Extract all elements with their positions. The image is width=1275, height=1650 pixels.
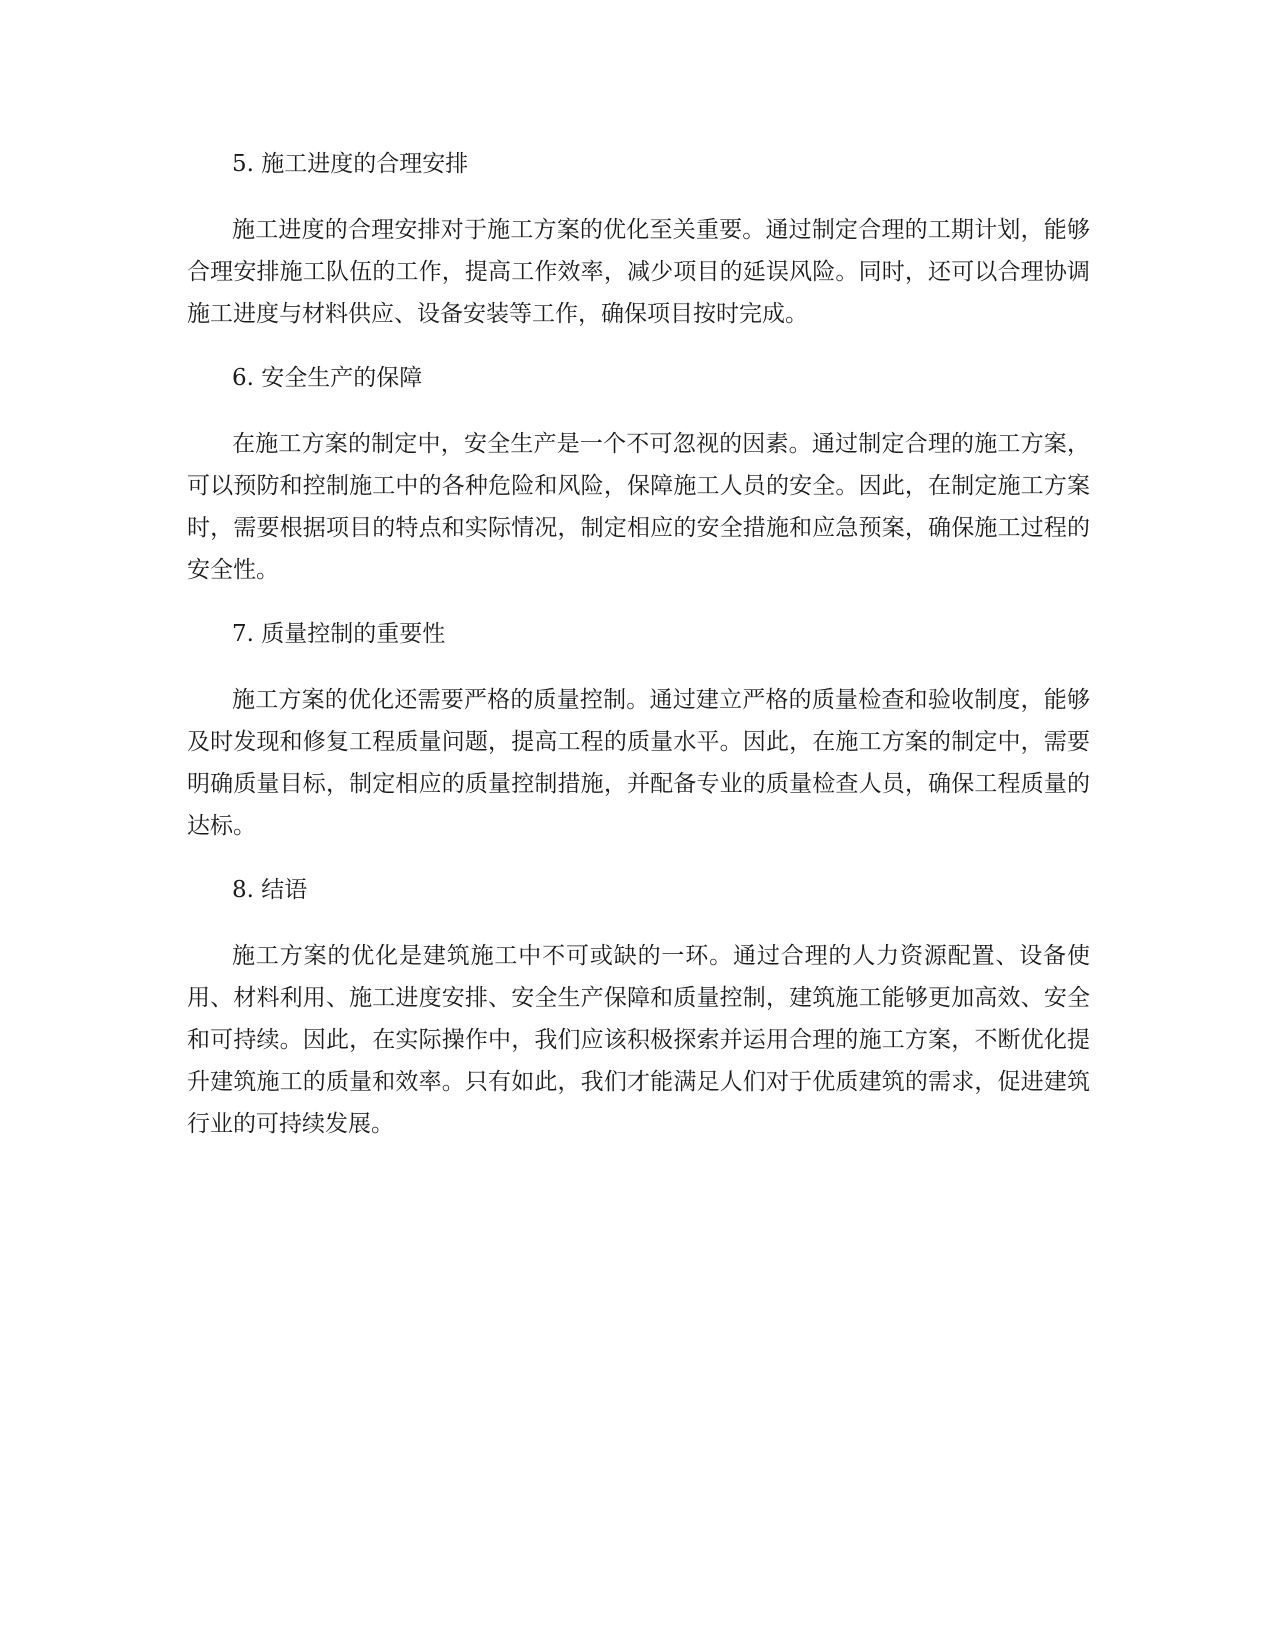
section-heading-5: 5. 施工进度的合理安排 <box>232 151 469 177</box>
section-heading-6: 6. 安全生产的保障 <box>232 365 423 391</box>
section-body-7: 施工方案的优化还需要严格的质量控制。通过建立严格的质量检查和验收制度，能够及时发现和修复工程质量问题，提高工程的质量水平。因此，在施工方案的制定中，需要明确质量目标，制定相应的质量控制措施，并配备专业的质量检查人员，确保工程质量的达标。 <box>187 687 1090 839</box>
section-body-6: 在施工方案的制定中，安全生产是一个不可忽视的因素。通过制定合理的施工方案，可以预防和控制施工中的各种危险和风险，保障施工人员的安全。因此，在制定施工方案时，需要根据项目的特点和实际情况，制定相应的安全措施和应急预案，确保施工过程的安全性。 <box>187 431 1090 583</box>
section-heading-7: 7. 质量控制的重要性 <box>232 621 446 647</box>
section-body-8: 施工方案的优化是建筑施工中不可或缺的一环。通过合理的人力资源配置、设备使用、材料利用、施工进度安排、安全生产保障和质量控制，建筑施工能够更加高效、安全和可持续。因此，在实际操作中，我们应该积极探索并运用合理的施工方案，不断优化提升建筑施工的质量和效率。只有如此，我们才能满足人们对于优质建筑的需求，促进建筑行业的可持续发展。 <box>187 943 1090 1137</box>
section-body-5: 施工进度的合理安排对于施工方案的优化至关重要。通过制定合理的工期计划，能够合理安排施工队伍的工作，提高工作效率，减少项目的延误风险。同时，还可以合理协调施工进度与材料供应、设备安装等工作，确保项目按时完成。 <box>187 217 1090 327</box>
section-heading-8: 8. 结语 <box>232 877 308 903</box>
document-body <box>187 143 1090 1145</box>
